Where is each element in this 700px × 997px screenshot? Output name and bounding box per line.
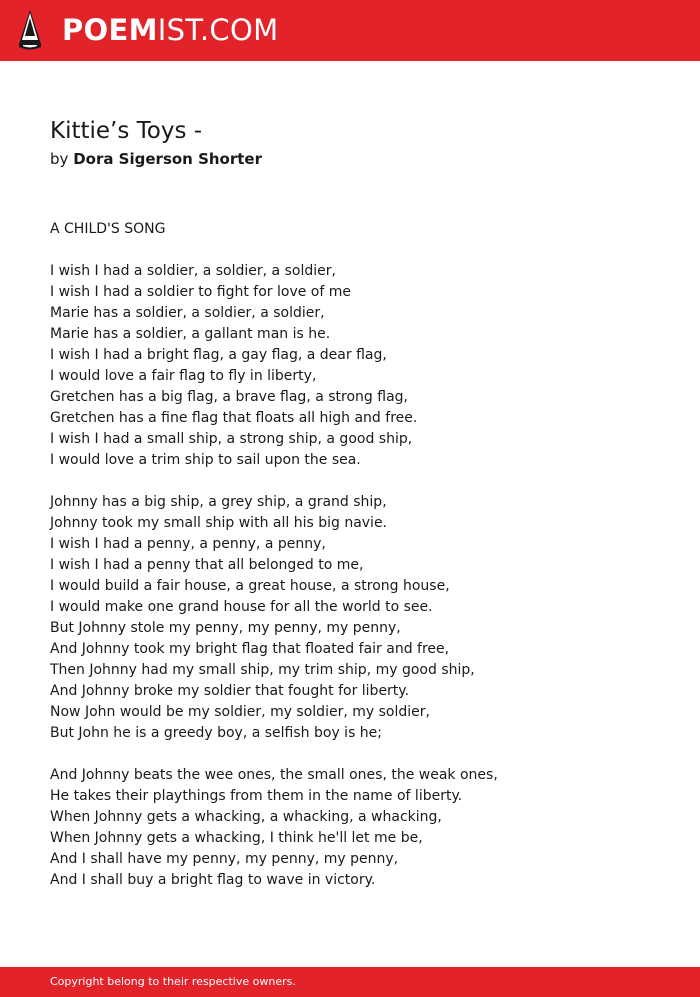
poem-line: When Johnny gets a whacking, I think he'll let me be, [50, 830, 423, 846]
poem-line: Gretchen has a fine flag that floats all high and free. [50, 410, 418, 426]
logo-bold-text: POEM [62, 13, 158, 47]
stanza-break [50, 471, 670, 492]
poem-line: I wish I had a small ship, a strong ship, a good ship, [50, 431, 413, 447]
poem-line: But Johnny stole my penny, my penny, my penny, [50, 620, 401, 636]
poem-line: Marie has a soldier, a soldier, a soldier, [50, 305, 325, 321]
pencil-icon[interactable] [17, 9, 43, 51]
site-logo[interactable] [62, 13, 278, 47]
stanza-break [50, 240, 670, 261]
poem-line: I would build a fair house, a great house, a strong house, [50, 578, 450, 594]
poem-body [50, 219, 670, 891]
poem-line: But John he is a greedy boy, a selfish boy is he; [50, 725, 383, 741]
author-name: Dora Sigerson Shorter [73, 150, 262, 168]
logo-light-text: IST.COM [157, 13, 279, 47]
byline [50, 149, 262, 169]
poem-line: I wish I had a soldier to fight for love of me [50, 284, 351, 300]
poem-line: I wish I had a soldier, a soldier, a soldier, [50, 263, 336, 279]
poem-line: Johnny has a big ship, a grey ship, a grand ship, [50, 494, 387, 510]
site-footer [0, 967, 700, 997]
poem-line: I would make one grand house for all the world to see. [50, 599, 433, 615]
poem-line: I wish I had a bright flag, a gay flag, a dear flag, [50, 347, 387, 363]
poem-heading: A CHILD'S SONG [50, 221, 166, 237]
poem-line: And Johnny beats the wee ones, the small ones, the weak ones, [50, 767, 498, 783]
poem-lines [50, 261, 670, 891]
poem-line: When Johnny gets a whacking, a whacking, a whacking, [50, 809, 442, 825]
poem-line: Johnny took my small ship with all his big navie. [50, 515, 388, 531]
poem-line: I wish I had a penny, a penny, a penny, [50, 536, 326, 552]
poem-line: And Johnny broke my soldier that fought for liberty. [50, 683, 410, 699]
poem-line: Then Johnny had my small ship, my trim ship, my good ship, [50, 662, 475, 678]
poem-line: Marie has a soldier, a gallant man is he. [50, 326, 331, 342]
stanza-break [50, 744, 670, 765]
poem-title: Kittie’s Toys - [50, 118, 203, 144]
poem-line: He takes their playthings from them in the name of liberty. [50, 788, 463, 804]
poem-line: Now John would be my soldier, my soldier, my soldier, [50, 704, 430, 720]
site-header [0, 0, 700, 61]
by-label: by [50, 150, 69, 168]
poem-line: And I shall buy a bright flag to wave in victory. [50, 872, 376, 888]
copyright-text: Copyright belong to their respective owners. [50, 975, 296, 988]
poem-line: I would love a fair flag to fly in liberty, [50, 368, 317, 384]
poem-line: I wish I had a penny that all belonged to me, [50, 557, 364, 573]
poem-line: And Johnny took my bright flag that floated fair and free, [50, 641, 450, 657]
poem-line: I would love a trim ship to sail upon the sea. [50, 452, 361, 468]
poem-line: Gretchen has a big flag, a brave flag, a strong flag, [50, 389, 408, 405]
poem-line: And I shall have my penny, my penny, my penny, [50, 851, 399, 867]
